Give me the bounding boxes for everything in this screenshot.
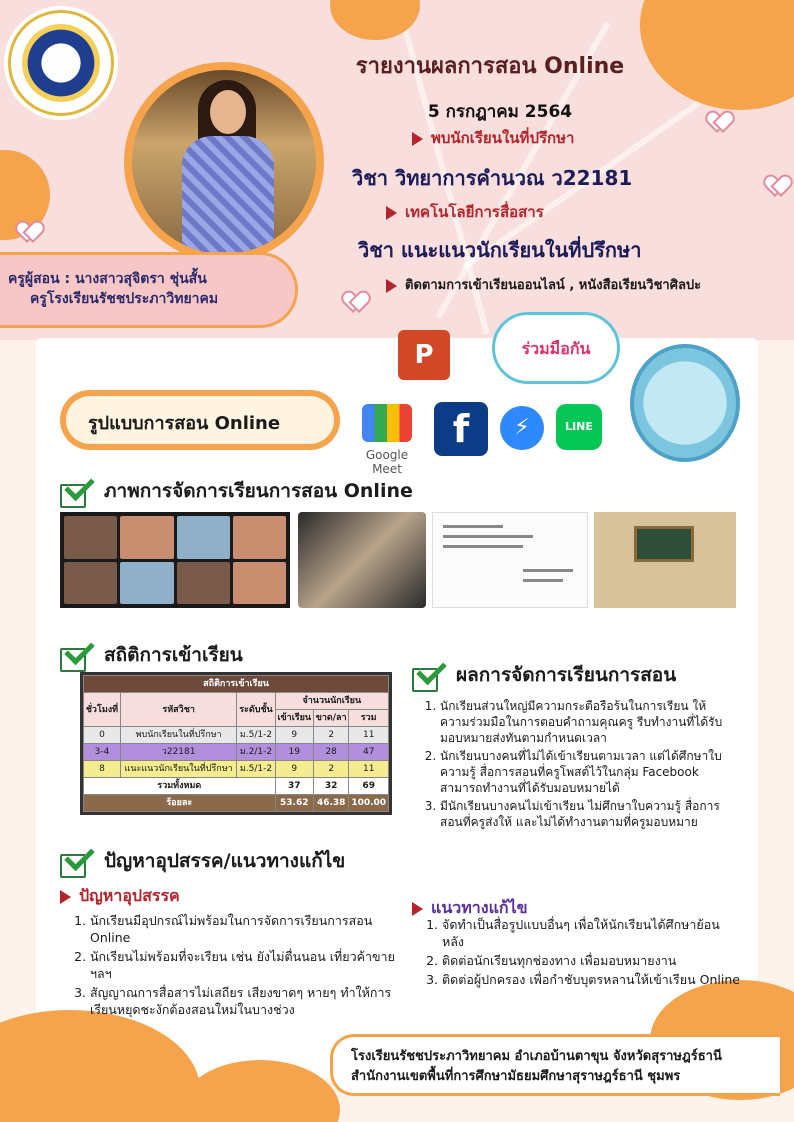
cell-level: ม.2/1-2 (237, 744, 275, 761)
cell-present: 19 (275, 744, 313, 761)
cooperation-cloud (492, 312, 620, 384)
heart-icon (708, 112, 728, 130)
cell-total: 11 (349, 761, 389, 778)
teacher-dress (182, 136, 274, 262)
header-bullet-tech (386, 200, 544, 224)
video-call-screenshot (298, 512, 426, 608)
cell-level: ม.5/1-2 (237, 761, 275, 778)
cell-code: ว22181 (120, 744, 236, 761)
school-logo (8, 10, 114, 116)
school-emblem-icon (22, 24, 100, 102)
google-meet-label: Google Meet (365, 448, 409, 476)
arrow-right-icon (386, 206, 397, 220)
facebook-icon: f (434, 402, 488, 456)
teacher-name: ครูผู้สอน : นางสาวสุจิตรา ชุ่นสั้น (8, 271, 207, 287)
cell-present: 37 (275, 778, 313, 795)
table-title: สถิติการเข้าเรียน (84, 676, 389, 693)
teaching-format-banner (60, 390, 340, 450)
powerpoint-icon: P (398, 330, 450, 380)
checkbox-check-icon (60, 478, 94, 506)
list-item: 1. นักเรียนส่วนใหญ่มีความกระตือรือร้นในการเรียน ให้ความร่วมมือในการตอบคำถามคุณครู รีบทำงานที่ได้รับมอบหมายส่งทันตามกำหนดเวลา (440, 698, 732, 746)
header-bullet-text: พบนักเรียนในที่ปรึกษา (431, 129, 575, 147)
messenger-icon: ⚡ (500, 406, 544, 450)
list-item: 1. จัดทำเป็นสื่อรูปแบบอื่นๆ เพื่อให้นักเรียนได้ศึกษาย้อนหลัง (442, 916, 740, 950)
report-date: 5 กรกฎาคม 2564 (427, 102, 573, 122)
heart-icon (344, 292, 364, 310)
school-footer (330, 1034, 780, 1096)
arrow-right-icon (386, 279, 397, 293)
arrow-right-icon (60, 890, 71, 904)
table-row (84, 761, 389, 778)
cell-code: แนะแนวนักเรียนในที่ปรึกษา (120, 761, 236, 778)
heart-icon (766, 176, 786, 194)
problems-list (68, 912, 404, 1020)
attendance-table (80, 672, 392, 815)
results-list (418, 698, 732, 832)
line-icon: LINE (556, 404, 602, 450)
header-code: รหัสวิชา (120, 693, 236, 727)
zoom-class-screenshot (60, 512, 290, 608)
list-item: 1. นักเรียนมีอุปกรณ์ไม่พร้อมในการจัดการเรียนการสอน Online (90, 912, 404, 946)
subheading-text: ปัญหาอุปสรรค (79, 886, 180, 905)
checkbox-check-icon (60, 642, 94, 670)
header-period: ชั่วโมงที่ (84, 693, 121, 727)
section-stats-heading (60, 640, 243, 670)
checkbox-check-icon (60, 848, 94, 876)
heart-icon (18, 222, 38, 240)
header-count-group: จำนวนนักเรียน (275, 693, 388, 710)
cloud-text: ร่วมมือกัน (521, 339, 591, 358)
subject-guidance: วิชา แนะแนวนักเรียนในที่ปรึกษา (358, 238, 642, 262)
header-total: รวม (349, 710, 389, 727)
arrow-right-icon (412, 902, 423, 916)
checkbox-check-icon (412, 662, 446, 690)
chalkboard-illustration (634, 526, 694, 562)
cell-present: 9 (275, 727, 313, 744)
cell-pct-label: ร้อยละ (84, 795, 276, 812)
subheading-text: แนวทางแก้ไข (431, 898, 528, 917)
teacher-face (210, 90, 246, 134)
cell-present: 9 (275, 761, 313, 778)
header-bullet-text: ติดตามการเข้าเรียนออนไลน์ , หนังสือเรียนวิชาศิลปะ (405, 278, 702, 293)
cell-total: 11 (349, 727, 389, 744)
list-item: 3. ติดต่อผู้ปกครอง เพื่อกำชับบุตรหลานให้เข้าเรียน Online (442, 971, 740, 988)
problems-subheading (60, 884, 180, 909)
header-bullet-advisory (412, 126, 574, 150)
section-photos-heading (60, 476, 413, 506)
header-level: ระดับชั้น (237, 693, 275, 727)
google-meet-logo (350, 404, 424, 476)
cell-period: 8 (84, 761, 121, 778)
footer-school-address: โรงเรียนรัชชประภาวิทยาคม อำเภอบ้านตาขุน จังหวัดสุราษฎร์ธานี (351, 1049, 722, 1064)
cell-total: 100.00 (349, 795, 389, 812)
section-title: ผลการจัดการเรียนการสอน (456, 664, 677, 686)
table-row (84, 744, 389, 761)
teacher-badge (0, 252, 298, 328)
cell-total: 47 (349, 744, 389, 761)
cell-code: พบนักเรียนในที่ปรึกษา (120, 727, 236, 744)
cell-absent: 32 (313, 778, 349, 795)
list-item: 2. นักเรียนบางคนที่ไม่ได้เข้าเรียนตามเวลา แต่ได้ศึกษาใบความรู้ สื่อการสอนที่ครูโพสต์ไว้ในกลุ่ม Facebook สามารถทำงานที่ได้รับมอบหมายได้ (440, 748, 732, 796)
report-title: รายงานผลการสอน Online (355, 54, 625, 79)
header-bullet-tracking (386, 274, 701, 295)
table-row-sum (84, 778, 389, 795)
header-absent: ขาด/ลา (313, 710, 349, 727)
cell-present: 53.62 (275, 795, 313, 812)
section-title: ปัญหาอุปสรรค/แนวทางแก้ไข (104, 850, 346, 872)
cell-total: 69 (349, 778, 389, 795)
subject-computing: วิชา วิทยาการคำนวณ ว22181 (352, 166, 633, 190)
cell-absent: 2 (313, 727, 349, 744)
footer-district-office: สำนักงานเขตพื้นที่การศึกษามัธยมศึกษาสุราษฎร์ธานี ชุมพร (351, 1069, 681, 1084)
list-item: 3. สัญญาณการสื่อสารไม่เสถียร เสียงขาดๆ หายๆ ทำให้การเรียนหยุดชะงักต้องสอนใหม่ในบางช่วง (90, 984, 404, 1018)
teacher-photo (124, 62, 324, 262)
teacher-school: ครูโรงเรียนรัชชประภาวิทยาคม (30, 291, 219, 307)
table-row-percent (84, 795, 389, 812)
section-results-heading (412, 660, 676, 690)
list-item: 3. มีนักเรียนบางคนไม่เข้าเรียน ไม่ศึกษาใบความรู้ สื่อการสอนที่ครูส่งให้ และไม่ได้ทำงานตามที่ครูมอบหมาย (440, 798, 732, 830)
solutions-list (420, 916, 740, 990)
list-item: 2. นักเรียนไม่พร้อมที่จะเรียน เช่น ยังไม่ตื่นนอน เที่ยวค้าขาย ฯลฯ (90, 948, 404, 982)
teaching-format-label: รูปแบบการสอน Online (66, 396, 334, 444)
cell-period: 3-4 (84, 744, 121, 761)
google-meet-icon (362, 404, 412, 442)
table-row (84, 727, 389, 744)
list-item: 2. ติดต่อนักเรียนทุกช่องทาง เพื่อมอบหมายงาน (442, 952, 740, 969)
cell-sum-label: รวมทั้งหมด (84, 778, 276, 795)
lesson-illustration (594, 512, 736, 608)
header-bullet-text: เทคโนโลยีการสื่อสาร (405, 203, 544, 221)
cell-period: 0 (84, 727, 121, 744)
section-title: ภาพการจัดการเรียนการสอน Online (104, 480, 413, 502)
header-present: เข้าเรียน (275, 710, 313, 727)
lesson-slide-screenshot (432, 512, 588, 608)
section-problems-heading (60, 846, 345, 876)
cell-absent: 46.38 (313, 795, 349, 812)
covid-protection-illustration (630, 344, 740, 462)
arrow-right-icon (412, 132, 423, 146)
cell-level: ม.5/1-2 (237, 727, 275, 744)
cell-absent: 2 (313, 761, 349, 778)
cell-absent: 28 (313, 744, 349, 761)
section-title: สถิติการเข้าเรียน (104, 644, 243, 666)
